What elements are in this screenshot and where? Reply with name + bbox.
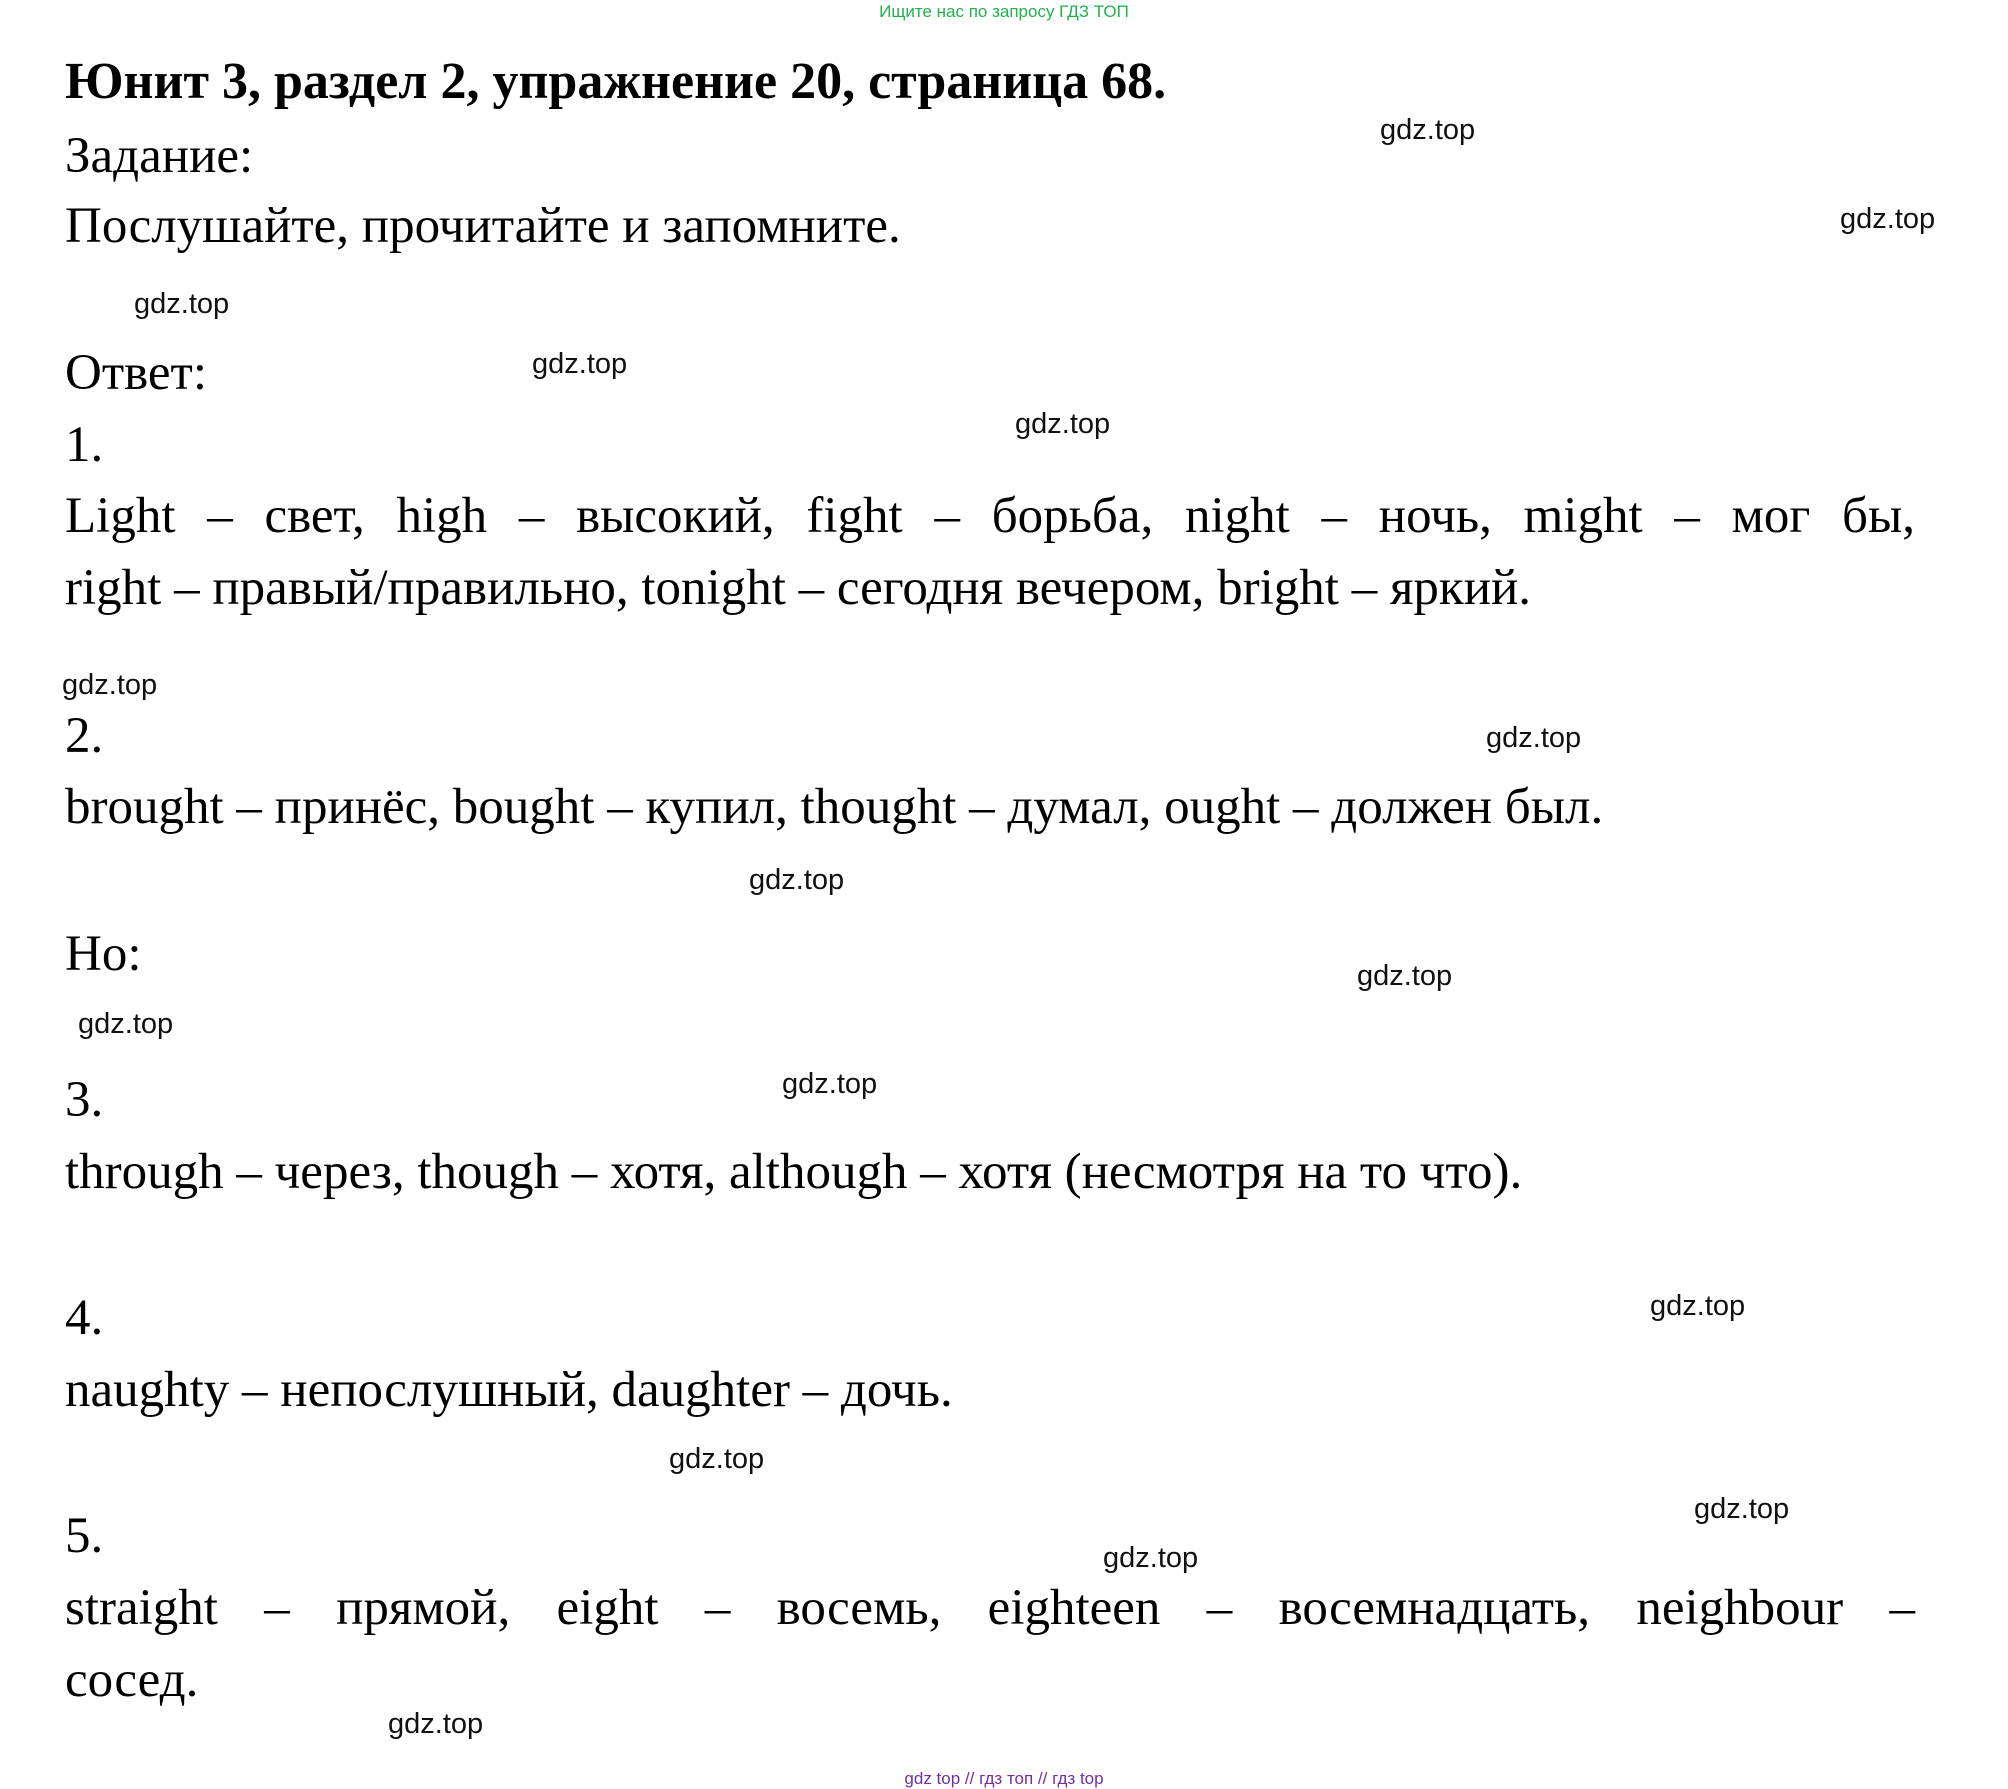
watermark: gdz.top [1486, 722, 1582, 754]
top-banner: Ищите нас по запросу ГДЗ ТОП [879, 2, 1129, 21]
answer-number-1: 1. [65, 417, 104, 473]
answer-section-2: brought – принёс, bought – купил, thought – думал, ought – должен был. [65, 779, 1604, 835]
watermark: gdz.top [782, 1068, 878, 1100]
watermark: gdz.top [62, 669, 158, 701]
task-text: Послушайте, прочитайте и запомните. [65, 198, 901, 254]
watermark: gdz.top [749, 864, 845, 896]
watermark: gdz.top [1840, 203, 1936, 235]
watermark: gdz.top [1103, 1542, 1199, 1574]
watermark: gdz.top [1650, 1290, 1746, 1322]
watermark: gdz.top [78, 1008, 174, 1040]
page-title: Юнит 3, раздел 2, упражнение 20, страница 68. [65, 53, 1167, 110]
watermark: gdz.top [1015, 408, 1111, 440]
watermark: gdz.top [1357, 960, 1453, 992]
footer-banner: gdz top // гдз топ // гдз top [904, 1769, 1104, 1788]
answer-number-3: 3. [65, 1072, 104, 1128]
answer-section-1-line-2: right – правый/правильно, tonight – сегодня вечером, bright – яркий. [65, 560, 1532, 616]
watermark: gdz.top [1380, 114, 1476, 146]
answer-section-5-line-2: сосед. [65, 1652, 199, 1708]
watermark: gdz.top [532, 348, 628, 380]
answer-number-4: 4. [65, 1290, 104, 1346]
answer-label: Ответ: [65, 345, 207, 401]
answer-section-5-line-1: straight – прямой, eight – восемь, eighteen – восемнадцать, neighbour – [65, 1580, 1915, 1636]
answer-section-1-line-1: Light – свет, high – высокий, fight – борьба, night – ночь, might – мог бы, [65, 488, 1915, 544]
answer-section-3: through – через, though – хотя, although – хотя (несмотря на то что). [65, 1144, 1523, 1200]
watermark: gdz.top [388, 1708, 484, 1740]
answer-number-2: 2. [65, 708, 104, 764]
but-label: Но: [65, 926, 142, 982]
task-label: Задание: [65, 128, 254, 184]
watermark: gdz.top [1694, 1493, 1790, 1525]
watermark: gdz.top [669, 1443, 765, 1475]
watermark: gdz.top [134, 288, 230, 320]
answer-number-5: 5. [65, 1508, 104, 1564]
answer-section-4: naughty – непослушный, daughter – дочь. [65, 1362, 953, 1418]
